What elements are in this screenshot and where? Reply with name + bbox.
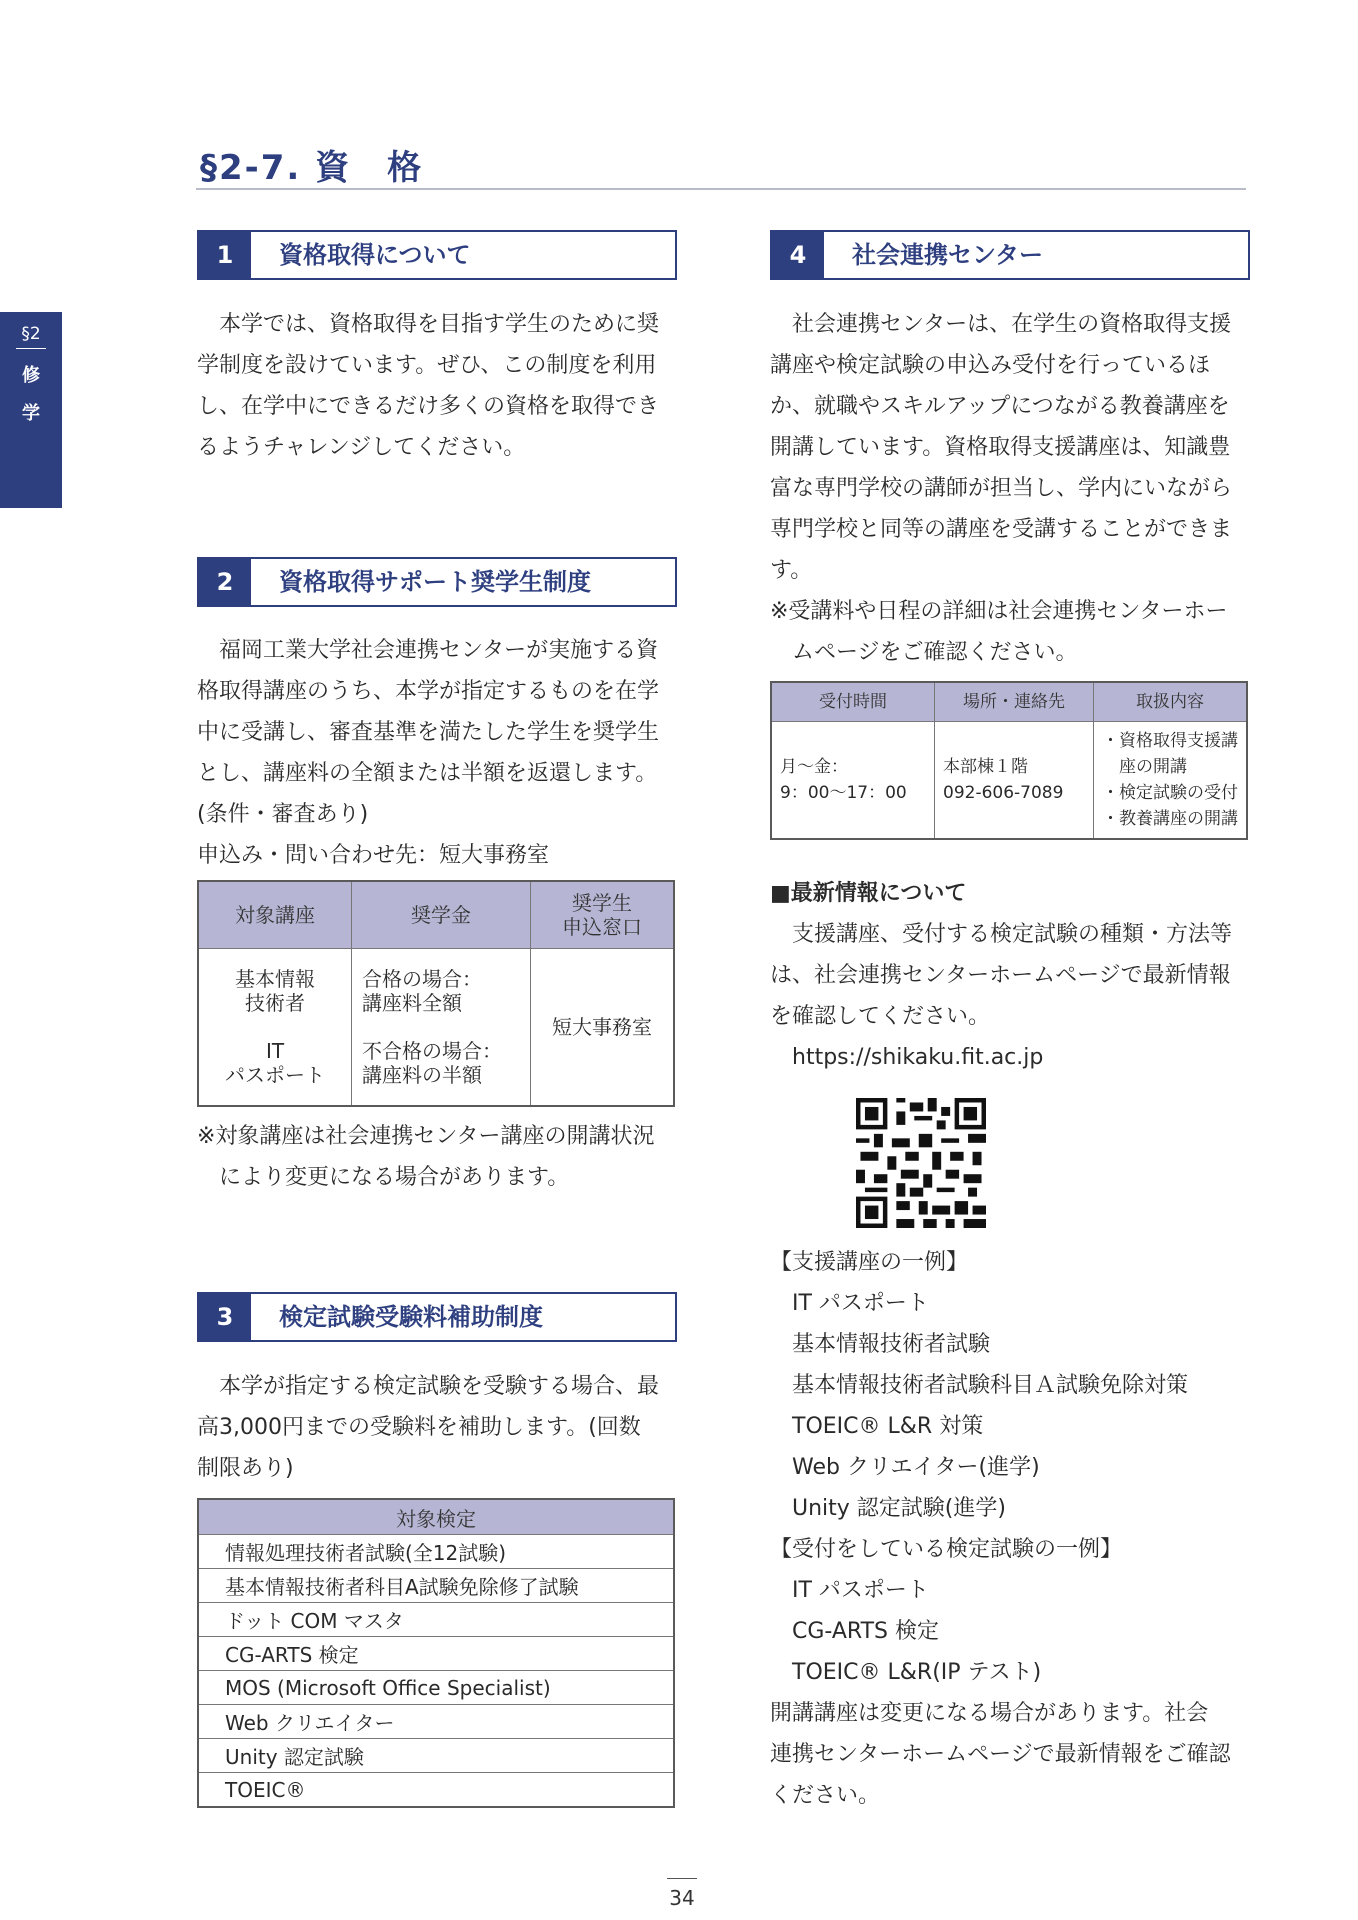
text-line: るようチャレンジしてください。: [197, 435, 526, 460]
title-divider: [196, 188, 1246, 190]
note-line: ※対象講座は社会連携センター講座の開講状況: [197, 1124, 655, 1149]
service-item: 座の開講: [1102, 757, 1187, 777]
center-info-table: [770, 681, 1248, 840]
table-row: Unity 認定試験: [198, 1739, 674, 1773]
table-cell: [352, 949, 531, 1107]
section-title: 社会連携センター: [852, 241, 1044, 269]
text-line: ください。: [770, 1783, 881, 1808]
center-url-link[interactable]: https://shikaku.fit.ac.jp: [792, 1045, 1044, 1070]
text-line: し、在学中にできるだけ多くの資格を取得でき: [197, 394, 660, 419]
table-header: 場所・連絡先: [935, 682, 1094, 722]
list-item: TOEIC® L&R(IP テスト): [792, 1660, 1042, 1685]
application-office: 短大事務室: [531, 949, 675, 1107]
location-contact: 本部棟１階 092-606-7089: [935, 722, 1094, 840]
table-header: 取扱内容: [1094, 682, 1248, 722]
table-row: ドット COM マスタ: [198, 1603, 674, 1637]
list-item: Unity 認定試験(進学): [792, 1496, 1006, 1521]
text-line: 中に受講し、審査基準を満たした学生を奨学生: [197, 720, 660, 745]
table-row: MOS (Microsoft Office Specialist): [198, 1671, 674, 1705]
section-title: 検定試験受験料補助制度: [279, 1303, 543, 1331]
chapter-side-tab: [0, 312, 62, 508]
side-tab-char: 修: [22, 365, 40, 386]
table-cell: [198, 949, 352, 1107]
text-line: 開講しています。資格取得支援講座は、知識豊: [770, 435, 1231, 460]
list-heading: 【受付をしている検定試験の一例】: [770, 1537, 1123, 1562]
scholarship-pass: 合格の場合： 講座料全額: [362, 967, 482, 1015]
scholarship-fail: 不合格の場合： 講座料の半額: [362, 1039, 502, 1087]
list-item: IT パスポート: [792, 1578, 929, 1603]
text-line: 本学では、資格取得を目指す学生のために奨: [219, 312, 660, 337]
section-title: 資格取得について: [279, 241, 471, 269]
list-item: 基本情報技術者試験科目Ａ試験免除対策: [792, 1373, 1189, 1398]
page-number: 34: [669, 1886, 695, 1910]
table-row: 情報処理技術者試験(全12試験): [198, 1535, 674, 1569]
list-item: TOEIC® L&R 対策: [792, 1414, 984, 1439]
table-row: Web クリエイター: [198, 1705, 674, 1739]
list-heading: 【支援講座の一例】: [770, 1250, 969, 1275]
list-item: CG-ARTS 検定: [792, 1619, 939, 1644]
text-line: か、就職やスキルアップにつながる教養講座を: [770, 394, 1230, 419]
table-header: 奨学生 申込窓口: [531, 881, 675, 949]
service-item: ・資格取得支援講: [1102, 731, 1238, 751]
text-line: 制限あり): [197, 1456, 294, 1481]
text-line: 本学が指定する検定試験を受験する場合、最: [219, 1374, 660, 1399]
scholarship-table: [197, 880, 675, 1107]
text-line: を確認してください。: [770, 1004, 991, 1029]
text-line: 福岡工業大学社会連携センターが実施する資: [219, 638, 659, 663]
reception-hours: 月〜金： 9：00〜17：00: [771, 722, 935, 840]
section-4-body: [770, 304, 1260, 673]
section-number: 1: [199, 232, 251, 278]
table-header: 奨学金: [352, 881, 531, 949]
contact-line: 申込み・問い合わせ先：短大事務室: [197, 843, 550, 868]
course-name: IT パスポート: [225, 1039, 325, 1087]
text-line: 格取得講座のうち、本学が指定するものを在学: [197, 679, 660, 704]
section-1-body: [197, 304, 687, 468]
text-line: す。: [770, 558, 813, 583]
list-item: 基本情報技術者試験: [792, 1332, 991, 1357]
service-item: ・検定試験の受付: [1102, 783, 1238, 803]
text-line: 講座や検定試験の申込み受付を行っているほ: [770, 353, 1211, 378]
table-row: TOEIC®: [198, 1773, 674, 1808]
section-number: 2: [199, 559, 251, 605]
note-line: ※受講料や日程の詳細は社会連携センターホー: [770, 599, 1228, 624]
note-line: により変更になる場合があります。: [219, 1165, 570, 1190]
table-row: CG-ARTS 検定: [198, 1637, 674, 1671]
section-2-body: [197, 630, 687, 876]
page-title: §2-7. 資 格: [200, 148, 424, 188]
text-line: 学制度を設けています。ぜひ、この制度を利用: [197, 353, 657, 378]
services-cell: [1094, 722, 1248, 840]
table-header: 対象講座: [198, 881, 352, 949]
table-header: 受付時間: [771, 682, 935, 722]
section-1-header: [197, 230, 677, 280]
list-item: IT パスポート: [792, 1291, 929, 1316]
exam-subsidy-table: [197, 1498, 675, 1808]
side-tab-section: §2: [16, 324, 46, 349]
text-line: 連携センターホームページで最新情報をご確認: [770, 1742, 1231, 1767]
footer-divider: [667, 1878, 697, 1879]
list-item: Web クリエイター(進学): [792, 1455, 1040, 1480]
service-item: ・教養講座の開講: [1102, 809, 1238, 829]
section-title: 資格取得サポート奨学生制度: [279, 568, 591, 596]
text-line: は、社会連携センターホームページで最新情報: [770, 963, 1231, 988]
table-row: 基本情報技術者科目A試験免除修了試験: [198, 1569, 674, 1603]
text-line: 高3,000円までの受験料を補助します。(回数: [197, 1415, 641, 1440]
qr-code-icon: [856, 1098, 986, 1228]
course-name: 基本情報 技術者: [235, 967, 315, 1015]
section-3-body: [197, 1366, 687, 1489]
text-line: 支援講座、受付する検定試験の種類・方法等: [792, 922, 1233, 947]
section-2-header: [197, 557, 677, 607]
news-heading: ■最新情報について: [770, 881, 967, 906]
text-line: 専門学校と同等の講座を受講することができま: [770, 517, 1233, 542]
section-number: 4: [772, 232, 824, 278]
side-tab-char: 学: [22, 403, 40, 424]
support-courses-block: [770, 1242, 1260, 1816]
section-2-note: [197, 1116, 687, 1198]
text-line: とし、講座料の全額または半額を返還します。: [197, 761, 658, 786]
section-4-header: [770, 230, 1250, 280]
text-line: (条件・審査あり): [197, 802, 369, 827]
note-line: ムページをご確認ください。: [792, 640, 1078, 665]
text-line: 富な専門学校の講師が担当し、学内にいながら: [770, 476, 1233, 501]
table-header: 対象検定: [198, 1499, 674, 1535]
text-line: 社会連携センターは、在学生の資格取得支援: [792, 312, 1232, 337]
section-3-header: [197, 1292, 677, 1342]
section-number: 3: [199, 1294, 251, 1340]
text-line: 開講講座は変更になる場合があります。社会: [770, 1701, 1209, 1726]
news-block: [770, 873, 1260, 1078]
